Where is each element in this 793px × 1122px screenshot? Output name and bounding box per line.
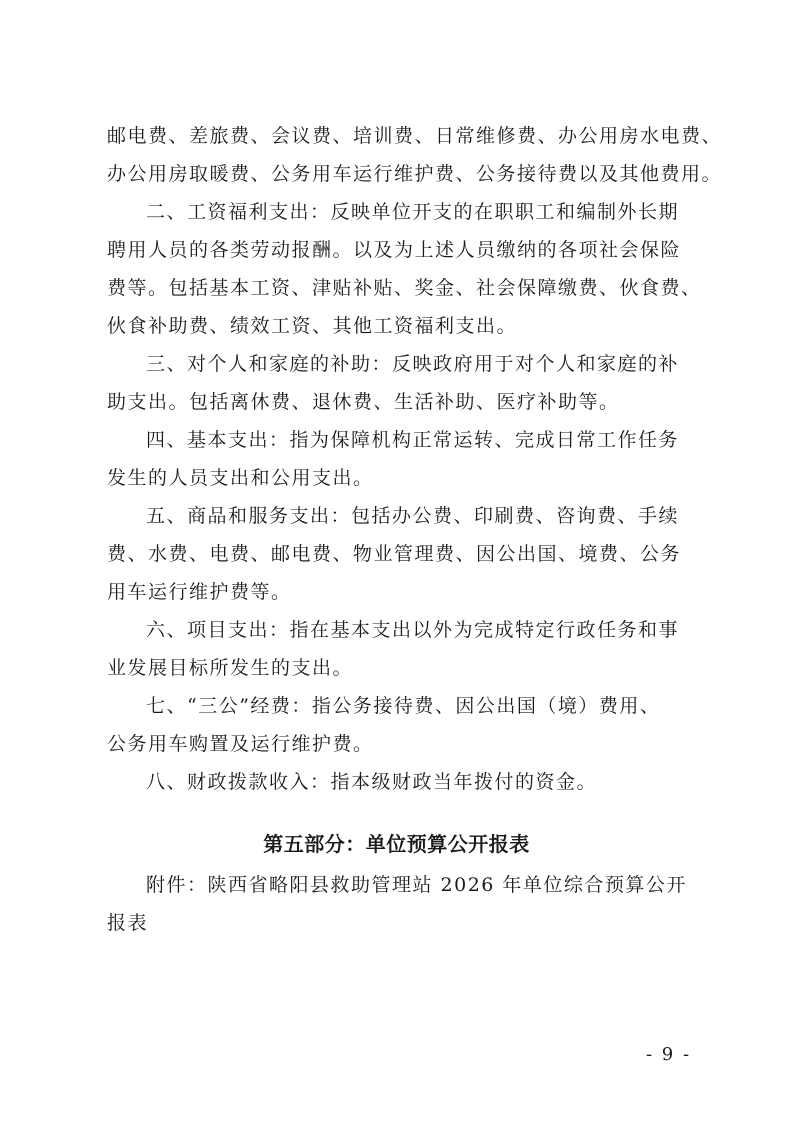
- body-line: 助支出。包括离休费、退休费、生活补助、医疗补助等。: [107, 391, 620, 413]
- body-line: 公务用车购置及运行维护费。: [107, 733, 374, 755]
- body-line: 八、财政拨款收入：指本级财政当年拨付的资金。: [146, 771, 598, 793]
- body-line: 伙食补助费、绩效工资、其他工资福利支出。: [107, 315, 518, 337]
- body-line: 聘用人员的各类劳动报酬。以及为上述人员缴纳的各项社会保险: [107, 239, 682, 261]
- body-line: 用车运行维护费等。: [107, 581, 292, 603]
- body-line: 邮电费、差旅费、会议费、培训费、日常维修费、办公用房水电费、: [107, 125, 723, 147]
- body-line: 业发展目标所发生的支出。: [107, 657, 354, 679]
- page-number: - 9 -: [646, 1044, 692, 1065]
- body-line: 办公用房取暖费、公务用车运行维护费、公务接待费以及其他费用。: [107, 163, 723, 185]
- body-line: 费、水费、电费、邮电费、物业管理费、因公出国、境费、公务: [107, 543, 682, 565]
- body-line: 六、项目支出：指在基本支出以外为完成特定行政任务和事: [146, 619, 680, 641]
- body-line: 三、对个人和家庭的补助：反映政府用于对个人和家庭的补: [146, 353, 680, 375]
- body-line: 费等。包括基本工资、津贴补贴、奖金、社会保障缴费、伙食费、: [107, 277, 702, 299]
- body-line: 七、“三公”经费：指公务接待费、因公出国（境）费用、: [146, 695, 661, 717]
- body-line: 二、工资福利支出：反映单位开支的在职职工和编制外长期: [146, 201, 680, 223]
- body-line: 五、商品和服务支出：包括办公费、印刷费、咨询费、手续: [146, 505, 680, 527]
- body-line: 发生的人员支出和公用支出。: [107, 467, 374, 489]
- attachment-line: 附件：陕西省略阳县救助管理站 2026 年单位综合预算公开: [146, 874, 687, 896]
- body-line: 四、基本支出：指为保障机构正常运转、完成日常工作任务: [146, 429, 680, 451]
- attachment-line: 报表: [107, 912, 149, 934]
- section-heading: 第五部分：单位预算公开报表: [263, 832, 530, 856]
